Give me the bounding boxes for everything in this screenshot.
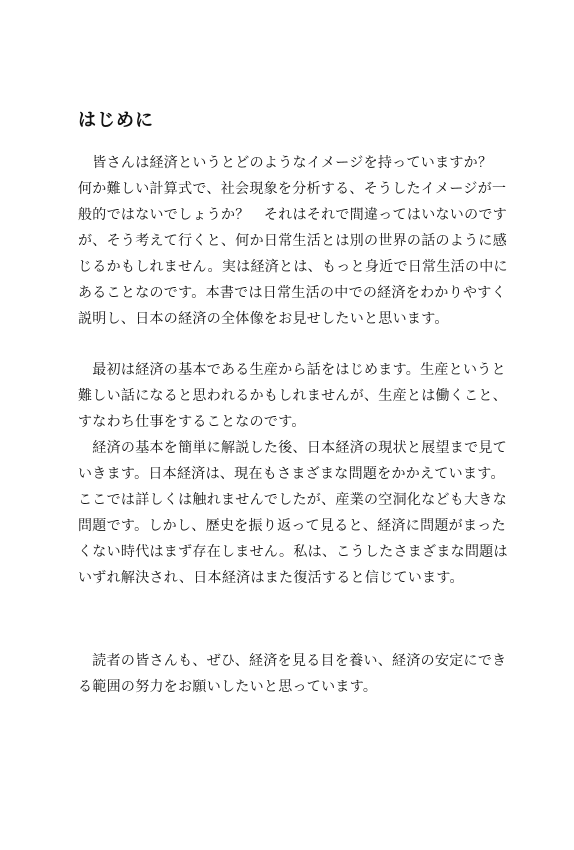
text-line: いずれ解決され、日本経済はまた復活すると信じています。 [78, 570, 464, 586]
paragraph-1 [78, 150, 508, 332]
text-line: 般的ではないでしょうか？ それはそれで間違ってはいないのです [78, 207, 507, 223]
text-line: ここでは詳しくは触れませんでしたが、産業の空洞化なども大きな [78, 492, 507, 508]
text-line: くない時代はまず存在しません。私は、こうしたさまざまな問題は [78, 544, 508, 560]
paragraph-2 [78, 357, 508, 591]
text-line: 読者の皆さんも、ぜひ、経済を見る目を養い、経済の安定にでき [78, 653, 507, 669]
text-line: じるかもしれません。実は経済とは、もっと身近で日常生活の中に [78, 259, 508, 275]
text-line: 難しい話になると思われるかもしれませんが、生産とは働くこと、 [78, 388, 507, 404]
text-line: 説明し、日本の経済の全体像をお見せしたいと思います。 [78, 311, 449, 327]
text-line: 最初は経済の基本である生産から話をはじめます。生産というと [78, 362, 506, 378]
text-line: 経済の基本を簡単に解説した後、日本経済の現状と展望まで見て [78, 440, 507, 456]
paragraph-3 [78, 648, 507, 700]
text-line: あることなのです。本書では日常生活の中での経済をわかりやすく [78, 285, 506, 301]
text-line: すなわち仕事をすることなのです。 [78, 414, 306, 430]
text-line: 皆さんは経済というとどのようなイメージを持っていますか？ [78, 155, 493, 171]
text-line: 問題です。しかし、歴史を振り返って見ると、経済に問題がまった [78, 518, 506, 534]
page-title: はじめに [78, 110, 154, 132]
text-line: いきます。日本経済は、現在もさまざまな問題をかかえています。 [78, 466, 505, 482]
text-line: 何か難しい計算式で、社会現象を分析する、そうしたイメージが一 [78, 181, 507, 197]
text-line: が、そう考えて行くと、何か日常生活とは別の世界の話のように感 [78, 233, 507, 249]
text-line: る範囲の努力をお願いしたいと思っています。 [78, 679, 378, 695]
